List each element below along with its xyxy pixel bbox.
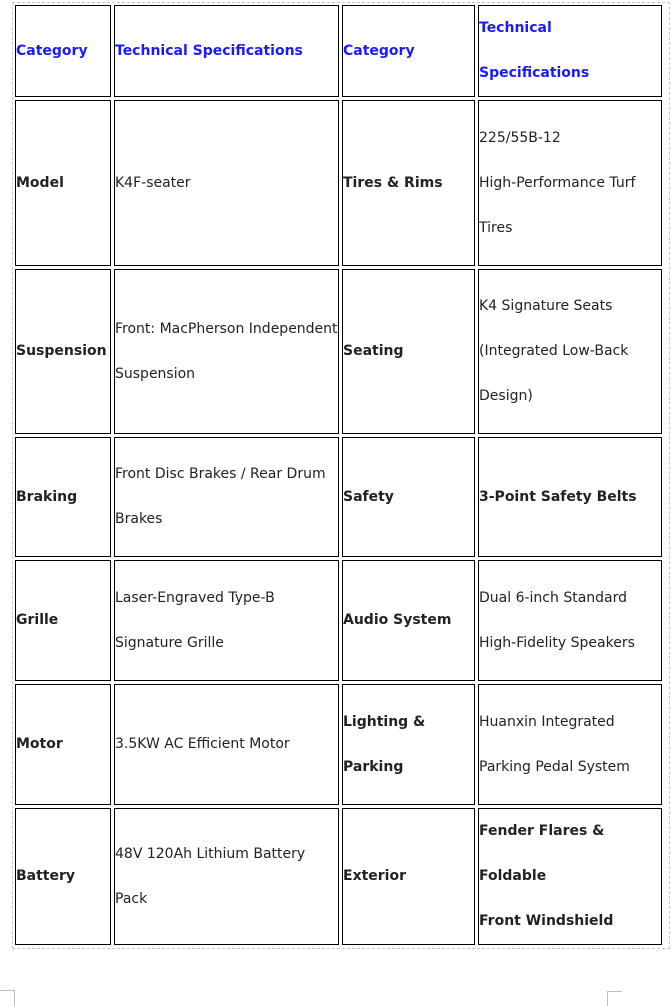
header-specs-1: Technical Specifications <box>114 5 339 97</box>
table-row <box>15 100 662 266</box>
spec-cell-line: Design) <box>479 388 533 404</box>
category-cell-line: Model <box>16 174 64 191</box>
spec-cell <box>478 684 662 805</box>
category-cell <box>342 269 475 434</box>
spec-cell-line: 48V 120Ah Lithium Battery Pack <box>115 845 306 907</box>
table-header-row <box>15 5 662 97</box>
table-row <box>15 808 662 945</box>
category-cell-line: Audio System <box>343 612 452 628</box>
spec-cell <box>478 808 662 945</box>
header-category-1: Category <box>15 5 111 97</box>
page-corner-mark-left <box>0 990 15 1006</box>
spec-cell <box>114 437 339 557</box>
category-cell-line: Braking <box>16 488 78 505</box>
category-cell-line: Safety <box>343 488 394 505</box>
spec-cell <box>478 269 662 434</box>
spec-cell <box>478 437 662 557</box>
category-cell-line: Battery <box>16 868 76 884</box>
spec-cell <box>114 684 339 805</box>
category-cell-line: Suspension <box>16 343 107 359</box>
spec-cell-line: Signature Grille <box>115 634 224 651</box>
spec-cell-line: 3-Point Safety Belts <box>479 488 637 505</box>
header-specs-2: Technical Specifications <box>478 5 662 97</box>
spec-cell-line: 225/55B-12 <box>479 129 561 146</box>
spec-cell <box>478 560 662 681</box>
spec-cell-line: Fender Flares & Foldable <box>479 823 605 884</box>
category-cell <box>342 808 475 945</box>
spec-cell <box>114 100 339 266</box>
table-row <box>15 437 662 557</box>
category-cell <box>15 437 111 557</box>
category-cell <box>15 269 111 434</box>
category-cell-line: Seating <box>343 343 404 359</box>
spec-cell-line: Huanxin Integrated <box>479 713 615 730</box>
header-category-2: Category <box>342 5 475 97</box>
category-cell <box>15 808 111 945</box>
table-row <box>15 269 662 434</box>
spec-cell <box>114 560 339 681</box>
category-cell <box>15 560 111 681</box>
category-cell <box>342 684 475 805</box>
category-cell <box>342 437 475 557</box>
spec-cell-line: K4 Signature Seats <box>479 298 613 314</box>
category-cell <box>15 684 111 805</box>
spec-cell-line: K4F-seater <box>115 174 191 191</box>
spec-cell-line: Front Disc Brakes / Rear Drum <box>115 466 326 482</box>
spec-cell-line: (Integrated Low-Back <box>479 343 629 359</box>
spec-cell-line: Laser-Engraved Type-B <box>115 589 275 606</box>
spec-cell-line: Dual 6-inch Standard <box>479 589 628 606</box>
category-cell-line: Motor <box>16 736 63 752</box>
spec-cell <box>114 269 339 434</box>
spec-cell-line: Front: MacPherson Independent <box>115 320 338 337</box>
spec-cell-line: Front Windshield <box>479 913 614 929</box>
spec-cell-line: High-Fidelity Speakers <box>479 634 635 651</box>
spec-cell-line: Parking Pedal System <box>479 758 630 775</box>
spec-table-container <box>12 2 670 949</box>
spec-cell-line: Brakes <box>115 511 163 527</box>
category-cell <box>342 560 475 681</box>
spec-cell-line: High-Performance Turf <box>479 174 636 191</box>
spec-table <box>12 2 665 948</box>
category-cell-line: Tires & Rims <box>343 174 443 191</box>
category-cell-line: Parking <box>343 758 404 775</box>
spec-cell <box>478 100 662 266</box>
category-cell-line: Grille <box>16 612 59 628</box>
spec-cell-line: Suspension <box>115 365 196 382</box>
category-cell <box>342 100 475 266</box>
category-cell <box>15 100 111 266</box>
category-cell-line: Lighting & <box>343 713 426 730</box>
table-body <box>15 100 662 945</box>
spec-cell <box>114 808 339 945</box>
table-row <box>15 560 662 681</box>
page-corner-mark-right <box>607 991 622 1006</box>
spec-cell-line: Tires <box>479 219 513 236</box>
spec-cell-line: 3.5KW AC Efficient Motor <box>115 736 290 752</box>
category-cell-line: Exterior <box>343 868 407 884</box>
table-row <box>15 684 662 805</box>
